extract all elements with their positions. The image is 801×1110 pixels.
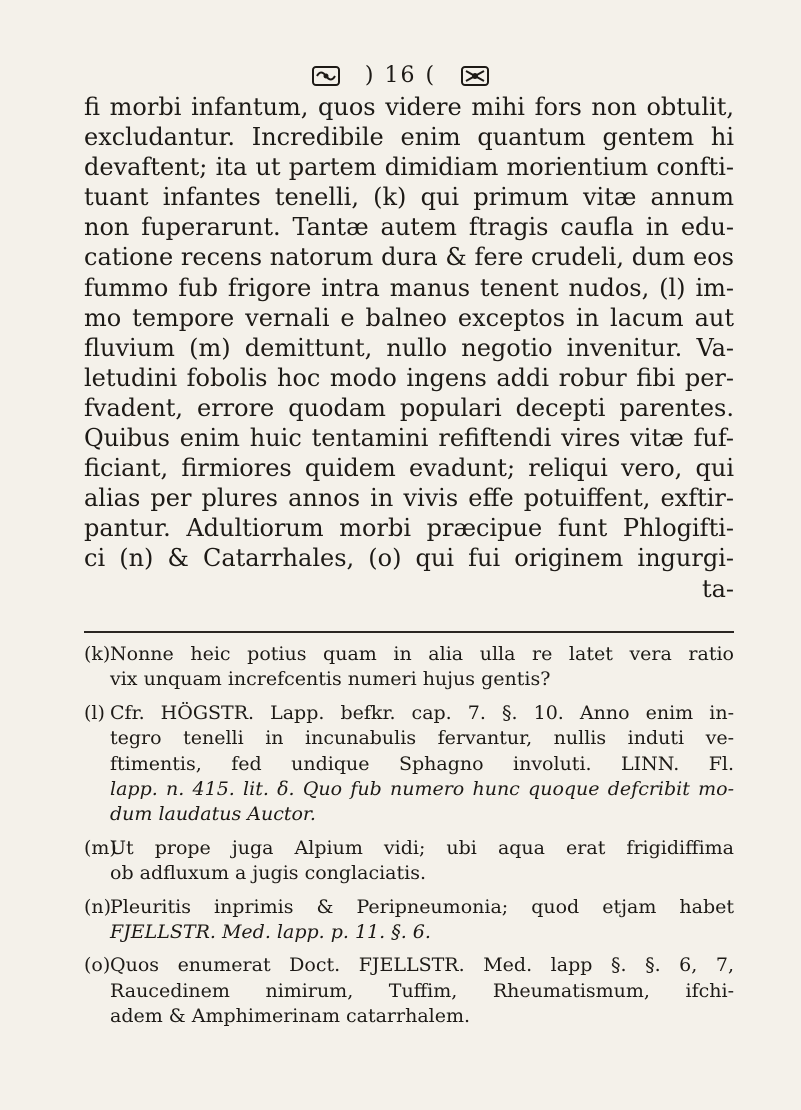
footnote-line: Raucedinem nimirum, Tuffim, Rheumatismum, ifchi- — [110, 979, 734, 1002]
catchword: ta- — [701, 574, 734, 603]
page-number: ) 16 ( — [364, 63, 437, 88]
footnote-line: Cfr. HÖGSTR. Lapp. befkr. cap. 7. §. 10. Anno enim in- — [110, 701, 734, 724]
text-line: fi morbi infantum, quos videre mihi fors non obtulit, — [84, 93, 734, 121]
footnote-line: tegro tenelli in incunabulis fervantur, nullis induti ve- — [110, 727, 734, 750]
footnote-key: (m) — [84, 836, 117, 859]
footnote-line: FJELLSTR. Med. lapp. p. 11. §. 6. — [110, 920, 431, 943]
text-line: pantur. Adultiorum morbi præcipue funt Phlogifti- — [84, 514, 734, 543]
footnote-key: (l) — [84, 701, 105, 724]
text-line: ci (n) & Catarrhales, (o) qui fui originem ingurgi- — [84, 544, 734, 573]
footnote-line: Quos enumerat Doct. FJELLSTR. Med. lapp §. §. 6, 7, — [110, 954, 734, 977]
text-line: catione recens natorum dura & fere crudeli, dum eos — [84, 243, 734, 272]
footnote-key: (o) — [84, 954, 111, 977]
ornament-left-icon — [311, 65, 341, 87]
text-line: alias per plures annos in vivis effe potuiffent, exftir- — [84, 484, 734, 513]
footnote-line: Nonne heic potius quam in alia ulla re latet vera ratio — [110, 643, 734, 665]
footnote-line: ob adfluxum a jugis conglaciatis. — [110, 862, 427, 885]
footnote-line: Ut prope juga Alpium vidi; ubi aqua erat frigidiffima — [110, 836, 734, 859]
text-line: devaftent; ita ut partem dimidiam morientium confti- — [84, 153, 734, 182]
footnotes — [84, 642, 734, 1037]
page-header — [0, 60, 801, 88]
text-line: ficiant, firmiores quidem evadunt; reliqui vero, qui — [84, 454, 734, 483]
footnote-n — [84, 895, 734, 946]
text-line: non fuperarunt. Tantæ autem ftragis caufla in edu- — [84, 213, 734, 242]
footnote-divider — [84, 631, 734, 633]
text-line: fluvium (m) demittunt, nullo negotio invenitur. Va- — [84, 333, 734, 362]
text-line: letudini fobolis hoc modo ingens addi robur fibi per- — [84, 363, 734, 392]
footnote-line: lapp. n. 415. lit. δ. Quo fub numero hunc quoque defcribit mo- — [110, 777, 734, 800]
footnote-line: vix unquam increfcentis numeri hujus gentis? — [110, 668, 551, 691]
footnote-l — [84, 701, 734, 828]
text-line: fvadent, errore quodam populari decepti parentes. — [84, 393, 734, 422]
footnote-k — [84, 642, 734, 693]
footnote-key: (k) — [84, 643, 111, 665]
ornament-right-icon — [460, 65, 490, 87]
footnote-line: dum laudatus Auctor. — [110, 803, 316, 826]
footnote-line: adem & Amphimerinam catarrhalem. — [110, 1005, 471, 1028]
footnote-key: (n) — [84, 895, 112, 918]
footnote-o — [84, 953, 734, 1029]
footnote-m — [84, 836, 734, 887]
text-line: tuant infantes tenelli, (k) qui primum vitæ annum — [84, 183, 734, 212]
footnote-line: ftimentis, fed undique Sphagno involuti. LINN. Fl. — [110, 752, 734, 775]
text-line: fummo fub frigore intra manus tenent nudos, (l) im- — [84, 273, 734, 302]
text-line: mo tempore vernali e balneo exceptos in lacum aut — [84, 303, 734, 332]
text-line: excludantur. Incredibile enim quantum gentem hi — [84, 123, 734, 152]
main-text — [84, 92, 734, 604]
footnote-line: Pleuritis inprimis & Peripneumonia; quod etjam habet — [110, 895, 734, 918]
text-line: Quibus enim huic tentamini refiftendi vires vitæ fuf- — [84, 424, 734, 453]
